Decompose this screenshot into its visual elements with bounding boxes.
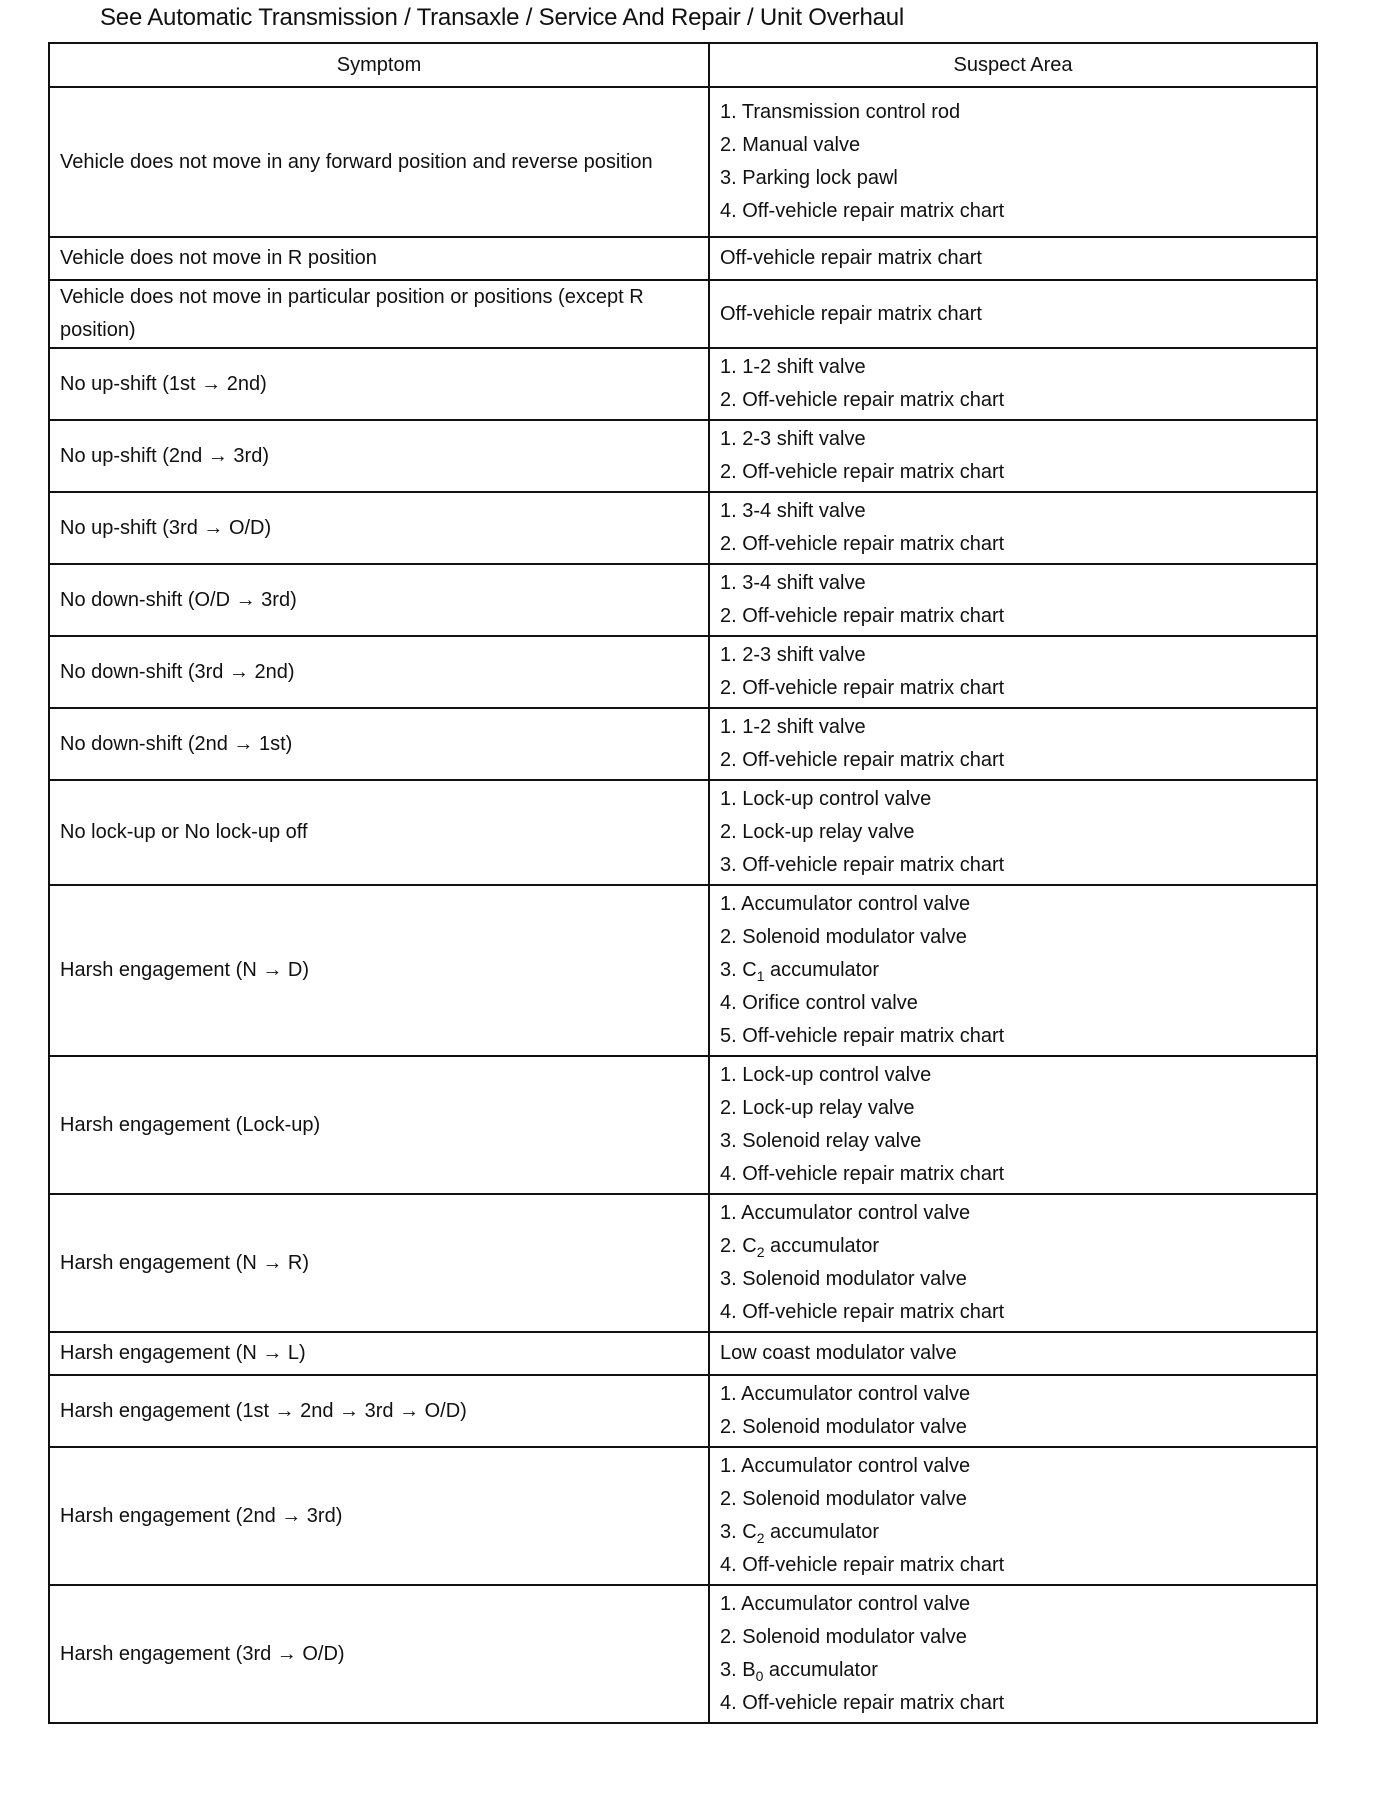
table-row	[49, 1194, 1317, 1332]
symptom-cell	[49, 708, 709, 780]
suspect-area-item: 2. Solenoid modulator valve	[720, 1488, 967, 1510]
suspect-area-cell	[709, 1194, 1317, 1332]
table-row	[49, 237, 1317, 280]
symptom-text: Vehicle does not move in particular position or positions (except R position)	[60, 286, 644, 341]
symptom-text: Vehicle does not move in any forward position and reverse position	[60, 150, 653, 173]
suspect-area-item: Low coast modulator valve	[720, 1342, 957, 1364]
suspect-area-item: 1. 3-4 shift valve	[720, 572, 866, 594]
symptom-cell	[49, 1375, 709, 1447]
symptom-cell	[49, 87, 709, 237]
suspect-area-item: 2. Off-vehicle repair matrix chart	[720, 605, 1005, 627]
suspect-area-item: 2. Solenoid modulator valve	[720, 1626, 967, 1648]
page-title: See Automatic Transmission / Transaxle / Service And Repair / Unit Overhaul	[100, 4, 905, 31]
symptom-cell	[49, 1332, 709, 1375]
symptom-cell	[49, 780, 709, 885]
suspect-area-item: 1. Transmission control rod	[720, 101, 961, 123]
symptom-text: No up-shift (1st → 2nd)	[60, 372, 267, 395]
symptom-cell	[49, 280, 709, 348]
table-row	[49, 1447, 1317, 1585]
suspect-area-cell	[709, 420, 1317, 492]
suspect-area-item: 1. Accumulator control valve	[720, 1202, 971, 1224]
suspect-area-cell	[709, 564, 1317, 636]
suspect-area-item: 1. Lock-up control valve	[720, 788, 932, 810]
suspect-area-item: 1. Accumulator control valve	[720, 1593, 971, 1615]
suspect-area-item: 2. Off-vehicle repair matrix chart	[720, 461, 1005, 483]
table-row	[49, 885, 1317, 1056]
suspect-area-item: 2. $C_2$ accumulator	[720, 1235, 879, 1260]
suspect-area-item: 5. Off-vehicle repair matrix chart	[720, 1025, 1005, 1047]
symptom-text: Harsh engagement (N → D)	[60, 959, 309, 981]
suspect-area-item: 3. Solenoid modulator valve	[720, 1268, 967, 1290]
suspect-area-cell	[709, 780, 1317, 885]
suspect-area-item: 3. Off-vehicle repair matrix chart	[720, 854, 1005, 876]
symptom-text: Harsh engagement (3rd → O/D)	[60, 1642, 345, 1665]
symptom-cell	[49, 1056, 709, 1194]
suspect-area-item: 2. Solenoid modulator valve	[720, 926, 967, 948]
suspect-area-item: 2. Lock-up relay valve	[720, 1097, 915, 1119]
symptom-text: Harsh engagement (2nd → 3rd)	[60, 1504, 343, 1527]
suspect-area-item: 3. Solenoid relay valve	[720, 1130, 922, 1152]
table-row	[49, 1375, 1317, 1447]
suspect-area-cell	[709, 87, 1317, 237]
table-header-row	[49, 43, 1317, 87]
suspect-area-cell	[709, 492, 1317, 564]
suspect-area-item: 1. Lock-up control valve	[720, 1064, 932, 1086]
suspect-area-cell	[709, 280, 1317, 348]
suspect-area-item: Off-vehicle repair matrix chart	[720, 302, 982, 325]
symptom-cell	[49, 420, 709, 492]
symptom-cell	[49, 492, 709, 564]
table-row	[49, 280, 1317, 348]
suspect-area-item: 1. 1-2 shift valve	[720, 356, 866, 378]
suspect-area-item: 1. 3-4 shift valve	[720, 500, 866, 522]
suspect-area-cell	[709, 1332, 1317, 1375]
symptom-cell	[49, 885, 709, 1056]
suspect-area-item: 2. Solenoid modulator valve	[720, 1416, 967, 1438]
suspect-area-item: 1. Accumulator control valve	[720, 893, 971, 915]
symptom-text: Harsh engagement (N → R)	[60, 1251, 309, 1274]
table-body	[49, 87, 1317, 1723]
suspect-area-item: 4. Off-vehicle repair matrix chart	[720, 200, 1005, 222]
suspect-area-cell	[709, 1585, 1317, 1723]
suspect-area-item: 2. Manual valve	[720, 134, 861, 156]
suspect-area-item: 1. 1-2 shift valve	[720, 716, 866, 738]
symptom-column-header: Symptom	[49, 43, 709, 87]
table-row	[49, 420, 1317, 492]
suspect-area-cell	[709, 1375, 1317, 1447]
suspect-area-cell	[709, 348, 1317, 420]
table-row	[49, 87, 1317, 237]
symptom-text: No down-shift (2nd → 1st)	[60, 732, 293, 755]
suspect-area-item: 3. $C_1$ accumulator	[720, 959, 879, 984]
suspect-area-item: 4. Orifice control valve	[720, 992, 918, 1014]
table-row	[49, 1056, 1317, 1194]
suspect-area-item: 1. 2-3 shift valve	[720, 644, 866, 666]
suspect-area-cell	[709, 1447, 1317, 1585]
suspect-area-cell	[709, 708, 1317, 780]
table-row	[49, 780, 1317, 885]
suspect-area-item: 1. 2-3 shift valve	[720, 428, 866, 450]
suspect-area-item: 1. Accumulator control valve	[720, 1455, 971, 1477]
symptom-cell	[49, 1194, 709, 1332]
symptom-text: No up-shift (3rd → O/D)	[60, 516, 272, 539]
suspect-area-item: 4. Off-vehicle repair matrix chart	[720, 1301, 1005, 1323]
suspect-area-item: 1. Accumulator control valve	[720, 1383, 971, 1405]
suspect-area-cell	[709, 1056, 1317, 1194]
symptom-table	[48, 42, 1318, 1724]
table-row	[49, 708, 1317, 780]
table-row	[49, 1332, 1317, 1375]
suspect-area-cell	[709, 885, 1317, 1056]
symptom-text: No lock-up or No lock-up off	[60, 821, 308, 843]
suspect-area-item: 2. Off-vehicle repair matrix chart	[720, 389, 1005, 411]
suspect-area-item: 2. Off-vehicle repair matrix chart	[720, 677, 1005, 699]
suspect-area-item: 3. $C_2$ accumulator	[720, 1521, 879, 1546]
symptom-cell	[49, 1585, 709, 1723]
suspect-area-item: 2. Lock-up relay valve	[720, 821, 915, 843]
table-row	[49, 348, 1317, 420]
table-row	[49, 636, 1317, 708]
symptom-cell	[49, 237, 709, 280]
suspect-area-item: 4. Off-vehicle repair matrix chart	[720, 1163, 1005, 1185]
suspect-area-cell	[709, 237, 1317, 280]
symptom-text: No down-shift (O/D → 3rd)	[60, 588, 297, 611]
symptom-text: Vehicle does not move in R position	[60, 247, 377, 269]
symptom-text: No down-shift (3rd → 2nd)	[60, 660, 295, 683]
table-row	[49, 1585, 1317, 1723]
symptom-text: Harsh engagement (N → L)	[60, 1342, 306, 1364]
table-row	[49, 564, 1317, 636]
suspect-area-item: 3. $B_0$ accumulator	[720, 1659, 878, 1684]
suspect-area-cell	[709, 636, 1317, 708]
symptom-cell	[49, 348, 709, 420]
suspect-area-column-header: Suspect Area	[709, 43, 1317, 87]
symptom-cell	[49, 636, 709, 708]
suspect-area-item: 2. Off-vehicle repair matrix chart	[720, 533, 1005, 555]
suspect-area-item: 4. Off-vehicle repair matrix chart	[720, 1554, 1005, 1576]
suspect-area-item: 2. Off-vehicle repair matrix chart	[720, 749, 1005, 771]
symptom-text: Harsh engagement (Lock-up)	[60, 1113, 321, 1136]
symptom-text: Harsh engagement (1st → 2nd → 3rd → O/D)	[60, 1399, 467, 1422]
suspect-area-item: Off-vehicle repair matrix chart	[720, 247, 982, 269]
suspect-area-item: 4. Off-vehicle repair matrix chart	[720, 1692, 1005, 1714]
symptom-cell	[49, 1447, 709, 1585]
symptom-cell	[49, 564, 709, 636]
symptom-text: No up-shift (2nd → 3rd)	[60, 444, 269, 467]
suspect-area-item: 3. Parking lock pawl	[720, 167, 898, 189]
table-row	[49, 492, 1317, 564]
